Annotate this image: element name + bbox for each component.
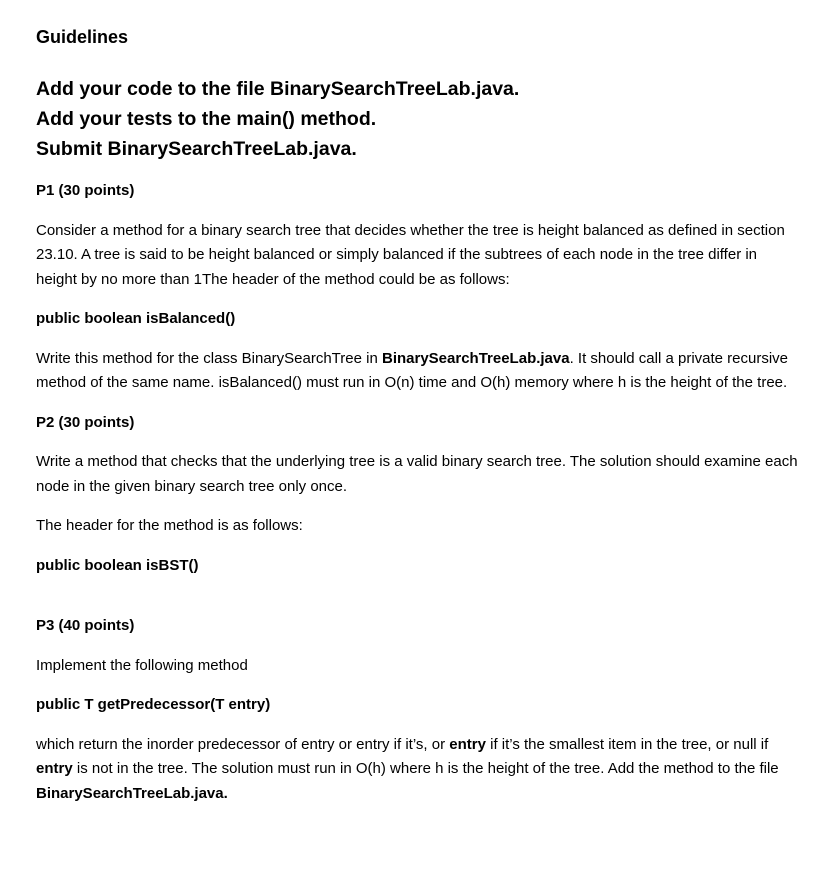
p2-body-paragraph: Write a method that checks that the underlying tree is a valid binary search tree. The solution should examine each node in the given binary search tree only once. [36, 453, 798, 495]
p3-detail-run-0: which return the inorder predecessor of entry or entry if it’s, or [36, 735, 450, 753]
p3-heading: P3 (40 points) [36, 617, 135, 634]
p1-detail-run-0: Write this method for the class BinarySearchTree in [36, 349, 382, 367]
p3-intro-line: Implement the following method [36, 656, 248, 674]
p1-body-paragraph: Consider a method for a binary search tree that decides whether the tree is height balanced as defined in section 23.10. A tree is said to be height balanced or simply balanced if the subtrees of each node in the tree differ in height by no more than 1The header of the method could be as follows: [36, 221, 785, 288]
p3-detail-run-bold-entry-2: entry [36, 760, 73, 777]
intro-line-submit: Submit BinarySearchTreeLab.java. [36, 138, 357, 160]
page-title: Guidelines [36, 27, 129, 47]
p1-method-signature: public boolean isBalanced() [36, 310, 236, 327]
p3-method-signature: public T getPredecessor(T entry) [36, 696, 271, 713]
intro-line-add-code: Add your code to the file BinarySearchTreeLab.java. [36, 78, 520, 100]
p3-detail-run-bold-filename: BinarySearchTreeLab.java. [36, 784, 228, 802]
p1-detail-run-bold-filename: BinarySearchTreeLab.java [381, 349, 570, 367]
p2-method-signature: public boolean isBST() [36, 556, 199, 574]
intro-line-add-tests: Add your tests to the main() method. [36, 108, 377, 130]
p3-detail-run-2: if it’s the smallest item in the tree, or null if [485, 735, 769, 753]
p2-header-note: The header for the method is as follows: [36, 517, 303, 534]
p3-detail-run-4: is not in the tree. The solution must run in O(h) where h is the height of the tree. Add the method to the file [72, 760, 779, 777]
intro-instructions [36, 74, 799, 164]
p1-detail-run-2: . It should call a private recursive method of the same name. isBalanced() must run in O(n) time and O(h) memory where h is the height of the tree. [36, 349, 789, 391]
p3-detail-paragraph [36, 733, 799, 807]
p3-detail-run-bold-entry-1: entry [449, 735, 486, 753]
p1-detail-paragraph [36, 347, 799, 396]
p1-heading: P1 (30 points) [36, 182, 135, 199]
p2-heading: P2 (30 points) [36, 413, 135, 431]
